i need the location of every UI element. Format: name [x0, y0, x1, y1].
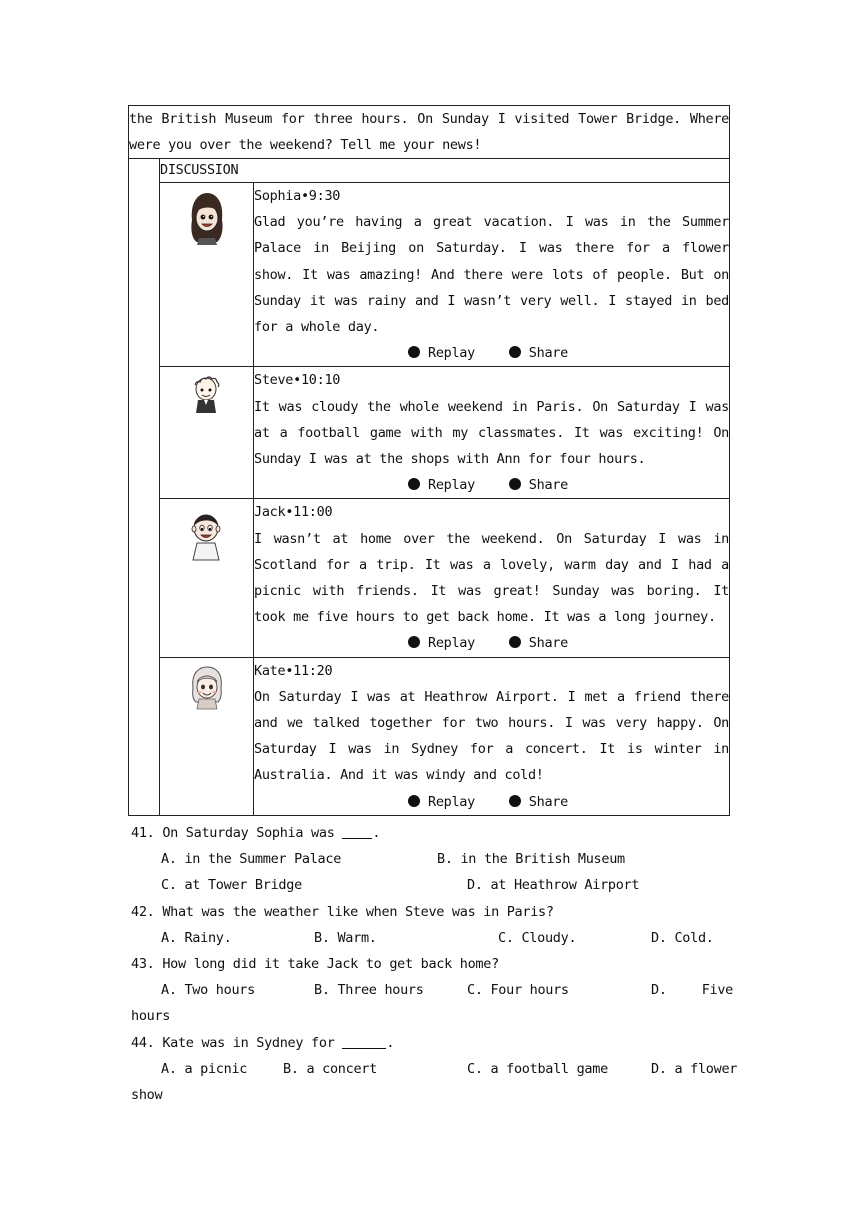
option-a[interactable]: A. Rainy. — [161, 929, 232, 946]
answer-blank — [342, 824, 372, 839]
post-header: Kate•11:20 — [254, 662, 333, 679]
option-d-wrap: show — [131, 1086, 163, 1103]
question-stem: 42. What was the weather like when Steve was in Paris? — [131, 903, 554, 920]
bullet-icon — [408, 636, 420, 648]
bullet-icon — [509, 346, 521, 358]
question-number: 44. — [131, 1034, 155, 1051]
post-row — [129, 499, 730, 657]
boy-short-hair-avatar-icon — [184, 506, 230, 562]
avatar — [160, 499, 254, 657]
post-content — [254, 657, 730, 815]
forum-table — [128, 105, 730, 816]
option-c[interactable]: C. a football game — [467, 1060, 608, 1077]
post-time: 11:20 — [293, 662, 333, 679]
options-row — [131, 925, 733, 951]
option-b[interactable]: B. Three hours — [314, 982, 424, 999]
replay-button[interactable]: Replay — [408, 345, 475, 361]
options-row — [131, 977, 733, 1003]
question-number: 41. — [131, 825, 155, 841]
avatar — [160, 183, 254, 367]
bullet-icon — [509, 795, 521, 807]
question-number: 43. — [131, 955, 155, 972]
post-actions — [254, 472, 729, 498]
replay-button[interactable]: Replay — [408, 794, 475, 810]
option-a[interactable]: A. a picnic — [161, 1060, 248, 1077]
post-row — [129, 367, 730, 499]
bullet-icon — [408, 795, 420, 807]
post-content — [254, 183, 730, 367]
option-d[interactable]: D. Five — [651, 982, 733, 999]
share-button[interactable]: Share — [509, 794, 568, 810]
bullet-icon — [408, 346, 420, 358]
post-author: Sophia — [254, 188, 301, 204]
indent-column — [129, 159, 160, 816]
questions-section — [131, 820, 738, 1108]
post-header: Steve•10:10 — [254, 372, 341, 389]
option-b[interactable]: B. a concert — [283, 1060, 377, 1077]
answer-blank — [342, 1034, 386, 1049]
option-d[interactable]: D. Cold. — [651, 929, 714, 946]
question-stem: 44. Kate was in Sydney for . — [131, 1034, 395, 1051]
avatar — [160, 657, 254, 815]
post-content — [254, 367, 730, 499]
post-author: Steve — [254, 372, 294, 389]
option-b[interactable]: B. in the British Museum — [437, 851, 625, 868]
avatar — [160, 367, 254, 499]
option-a[interactable]: A. in the Summer Palace — [161, 851, 342, 868]
bullet-icon — [408, 478, 420, 490]
discussion-header: DISCUSSION — [160, 159, 730, 183]
replay-button[interactable]: Replay — [408, 477, 475, 493]
post-body: Glad you’re having a great vacation. I was in the Summer Palace in Beijing on Saturday. I was there for a flower show. It was amazing! And there were lots of people. But on Sunday it was rainy and I wasn’t very well. I stayed in bed for a whole day. — [254, 214, 730, 336]
post-actions — [254, 789, 729, 815]
post-content — [254, 499, 730, 657]
share-button[interactable]: Share — [509, 477, 568, 493]
option-d[interactable]: D. a flower — [651, 1060, 738, 1077]
option-d[interactable]: D. at Heathrow Airport — [467, 877, 640, 894]
option-c[interactable]: C. Four hours — [467, 982, 569, 999]
bullet-icon — [509, 478, 521, 490]
option-c[interactable]: C. Cloudy. — [498, 929, 577, 946]
share-button[interactable]: Share — [509, 635, 568, 651]
options-row — [131, 1056, 738, 1082]
share-button[interactable]: Share — [509, 345, 568, 361]
replay-button[interactable]: Replay — [408, 635, 475, 651]
post-author: Jack — [254, 504, 286, 521]
question-stem: 43. How long did it take Jack to get back home? — [131, 955, 499, 972]
post-body: On Saturday I was at Heathrow Airport. I met a friend there and we talked together for two hours. I was very happy. On Saturday I was in Sydney for a concert. It is winter in Australia. And it was windy and cold! — [254, 688, 730, 784]
post-time: 10:10 — [300, 372, 341, 389]
post-header: Sophia•9:30 — [254, 188, 341, 204]
girl-long-hair-avatar-icon — [184, 190, 230, 246]
intro-text: the British Museum for three hours. On Sunday I visited Tower Bridge. Where were you over the weekend? Tell me your news! — [129, 106, 730, 159]
option-d-wrap: hours — [131, 1008, 171, 1025]
post-row — [129, 657, 730, 815]
post-row — [129, 183, 730, 367]
bullet-icon — [509, 636, 521, 648]
post-actions — [254, 630, 729, 656]
post-body: I wasn’t at home over the weekend. On Saturday I was in Scotland for a trip. It was a lovely, warm day and I had a picnic with friends. It was great! Sunday was boring. It took me five hours to get back home. It was a long journey. — [254, 530, 730, 626]
option-c[interactable]: C. at Tower Bridge — [161, 877, 302, 894]
post-body: It was cloudy the whole weekend in Paris. On Saturday I was at a football game with my classmates. It was exciting! On Sunday I was at the shops with Ann for four hours. — [254, 398, 730, 468]
post-time: 11:00 — [293, 504, 333, 521]
options-row — [131, 872, 733, 898]
option-b[interactable]: B. Warm. — [314, 929, 377, 946]
post-time: 9:30 — [308, 188, 341, 204]
post-header: Jack•11:00 — [254, 504, 333, 521]
girl-bob-hair-avatar-icon — [184, 662, 230, 718]
post-author: Kate — [254, 662, 286, 679]
question-number: 42. — [131, 903, 155, 920]
boy-curly-hair-avatar-icon — [184, 369, 230, 425]
options-row — [131, 846, 733, 872]
option-a[interactable]: A. Two hours — [161, 982, 255, 999]
post-actions — [254, 340, 729, 366]
question-stem: 41. On Saturday Sophia was . — [131, 825, 381, 841]
